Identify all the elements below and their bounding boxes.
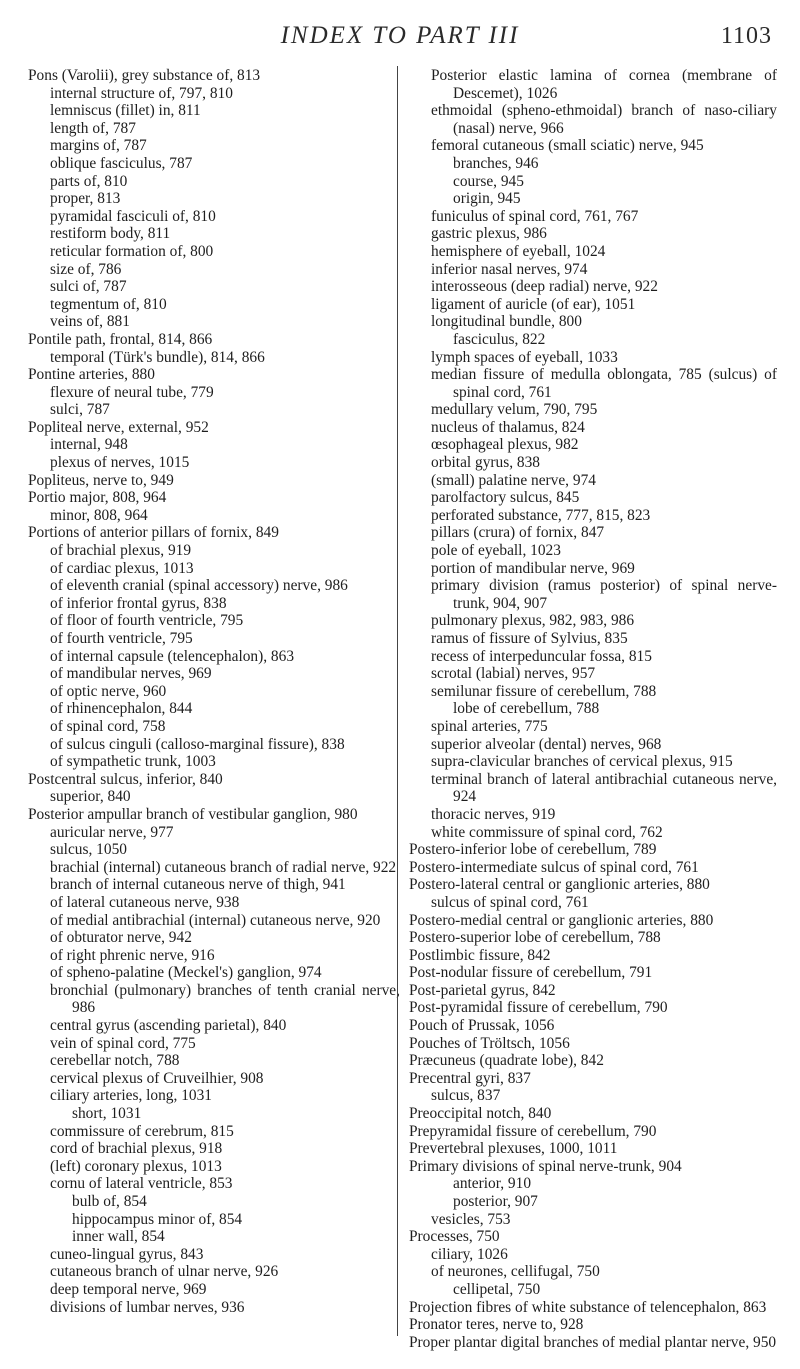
column-divider (397, 66, 398, 1336)
index-entry: longitudinal bundle, 800 (431, 313, 582, 331)
index-entry: internal, 948 (50, 436, 128, 454)
index-entry: ramus of fissure of Sylvius, 835 (431, 630, 628, 647)
index-entry: size of, 786 (50, 260, 122, 278)
index-entry: fasciculus, 822 (453, 330, 546, 348)
page-header (0, 20, 800, 60)
index-entry: internal structure of, 797, 810 (50, 84, 233, 102)
index-entry: recess of interpeduncular fossa, 815 (431, 647, 652, 665)
index-entry: vesicles, 753 (431, 1210, 511, 1228)
index-entry: auricular nerve, 977 (50, 823, 174, 841)
index-entry: of obturator nerve, 942 (50, 929, 192, 947)
index-entry: oblique fasciculus, 787 (50, 154, 193, 172)
index-entry: of sympathetic trunk, 1003 (50, 753, 216, 771)
index-entry: of floor of fourth ventricle, 795 (50, 612, 244, 630)
index-entry: Processes, 750 (409, 1228, 500, 1246)
index-entry: temporal (Türk's bundle), 814, 866 (50, 348, 265, 366)
index-entry: Pouches of Tröltsch, 1056 (409, 1034, 570, 1052)
index-entry: of lateral cutaneous nerve, 938 (50, 893, 240, 911)
index-entry: Projection fibres of white substance of telencephalon, 863 (409, 1298, 767, 1316)
index-entry: Popliteus, nerve to, 949 (28, 471, 174, 489)
index-entry: Popliteal nerve, external, 952 (28, 418, 209, 436)
index-entry: plexus of nerves, 1015 (50, 454, 190, 472)
index-entry: superior, 840 (50, 788, 131, 806)
index-entry: lemniscus (fillet) in, 811 (50, 102, 201, 120)
index-entry: perforated substance, 777, 815, 823 (431, 506, 651, 524)
index-entry: pillars (crura) of fornix, 847 (431, 524, 605, 542)
index-entry: of inferior frontal gyrus, 838 (50, 594, 227, 612)
index-entry: spinal arteries, 775 (431, 717, 548, 735)
index-entry: Postero-lateral central or ganglionic arteries, 880 (409, 876, 710, 894)
index-entry: Post-pyramidal fissure of cerebellum, 790 (409, 999, 668, 1017)
index-entry: ligament of auricle (of ear), 1051 (431, 295, 636, 313)
index-entry: median fissure of medulla oblongata, 785 (sulcus) of spinal cord, 761 (431, 366, 777, 401)
index-entry: interosseous (deep radial) nerve, 922 (431, 278, 658, 296)
index-entry: pyramidal fasciculi of, 810 (50, 207, 216, 225)
index-entry: scrotal (labial) nerves, 957 (431, 665, 596, 683)
index-entry: ciliary, 1026 (431, 1245, 508, 1263)
index-entry: branch of internal cutaneous nerve of thigh, 941 (50, 876, 346, 894)
index-entry: sulcus, 1050 (50, 841, 127, 859)
index-entry: divisions of lumbar nerves, 936 (50, 1298, 245, 1316)
index-entry: deep temporal nerve, 969 (50, 1280, 207, 1298)
index-entry: cellipetal, 750 (453, 1280, 541, 1298)
index-entry: Portions of anterior pillars of fornix, 849 (28, 524, 279, 542)
index-entry: central gyrus (ascending parietal), 840 (50, 1017, 287, 1035)
index-entry: hippocampus minor of, 854 (72, 1210, 243, 1228)
index-entry: Portio major, 808, 964 (28, 489, 167, 507)
index-entry: Postero-intermediate sulcus of spinal cord, 761 (409, 858, 699, 876)
index-entry: sulci of, 787 (50, 278, 127, 296)
index-entry: vein of spinal cord, 775 (50, 1034, 196, 1052)
index-entry: Primary divisions of spinal nerve-trunk, 904 (409, 1157, 682, 1175)
index-entry: Proper plantar digital branches of medial plantar nerve, 950 (409, 1333, 777, 1351)
index-entry: of spinal cord, 758 (50, 717, 166, 735)
index-entry: Posterior elastic lamina of cornea (membrane of Descemet), 1026 (431, 67, 777, 102)
index-entry: of eleventh cranial (spinal accessory) nerve, 986 (50, 577, 348, 595)
index-entry: anterior, 910 (453, 1175, 532, 1193)
index-entry: of optic nerve, 960 (50, 682, 167, 700)
index-entry: brachial (internal) cutaneous branch of radial nerve, 922 (50, 858, 397, 876)
index-entry: medullary velum, 790, 795 (431, 401, 598, 419)
index-entry: thoracic nerves, 919 (431, 805, 556, 823)
index-entry: Pouch of Prussak, 1056 (409, 1017, 555, 1035)
index-entry: proper, 813 (50, 190, 121, 208)
index-entry: portion of mandibular nerve, 969 (431, 559, 635, 577)
index-entry: white commissure of spinal cord, 762 (431, 823, 663, 841)
index-entry: Preoccipital notch, 840 (409, 1105, 552, 1123)
index-entry: of medial antibrachial (internal) cutaneous nerve, 920 (50, 911, 381, 929)
index-entry: course, 945 (453, 172, 524, 190)
index-entry: Posterior ampullar branch of vestibular ganglion, 980 (28, 805, 358, 823)
index-column-left (28, 67, 400, 1316)
index-entry: parts of, 810 (50, 172, 128, 190)
index-entry: orbital gyrus, 838 (431, 454, 541, 472)
index-entry: hemisphere of eyeball, 1024 (431, 242, 606, 260)
index-entry: inferior nasal nerves, 974 (431, 260, 588, 278)
index-entry: commissure of cerebrum, 815 (50, 1122, 234, 1140)
index-entry: Pontine arteries, 880 (28, 366, 155, 384)
index-entry: veins of, 881 (50, 313, 130, 331)
index-entry: cuneo-lingual gyrus, 843 (50, 1245, 204, 1263)
index-entry: lymph spaces of eyeball, 1033 (431, 348, 618, 366)
index-entry: cerebellar notch, 788 (50, 1052, 180, 1070)
index-entry: cutaneous branch of ulnar nerve, 926 (50, 1263, 279, 1281)
index-entry: Prepyramidal fissure of cerebellum, 790 (409, 1122, 657, 1140)
index-column-right (409, 67, 777, 1351)
index-entry: (left) coronary plexus, 1013 (50, 1157, 222, 1175)
index-entry: Postlimbic fissure, 842 (409, 946, 551, 964)
index-entry: of mandibular nerves, 969 (50, 665, 212, 683)
index-entry: gastric plexus, 986 (431, 225, 547, 243)
index-entry: sulci, 787 (50, 401, 110, 419)
index-entry: lobe of cerebellum, 788 (453, 700, 600, 718)
index-entry: Precentral gyri, 837 (409, 1069, 531, 1087)
index-entry: superior alveolar (dental) nerves, 968 (431, 735, 662, 753)
index-entry: of internal capsule (telencephalon), 863 (50, 647, 295, 665)
index-entry: inner wall, 854 (72, 1228, 165, 1246)
index-entry: branches, 946 (453, 154, 539, 172)
index-entry: short, 1031 (72, 1105, 142, 1123)
index-entry: reticular formation of, 800 (50, 242, 214, 260)
index-entry: cervical plexus of Cruveilhier, 908 (50, 1069, 264, 1087)
index-entry: bronchial (pulmonary) branches of tenth cranial nerve, 986 (50, 981, 400, 1017)
index-entry: length of, 787 (50, 119, 136, 137)
index-entry: restiform body, 811 (50, 225, 171, 243)
index-entry: of brachial plexus, 919 (50, 542, 192, 560)
index-entry: Postero-superior lobe of cerebellum, 788 (409, 929, 661, 947)
index-entry: posterior, 907 (453, 1193, 538, 1210)
running-title: INDEX TO PART III (280, 22, 520, 49)
index-entry: semilunar fissure of cerebellum, 788 (431, 682, 657, 700)
index-entry: of rhinencephalon, 844 (50, 700, 193, 718)
index-entry: of fourth ventricle, 795 (50, 630, 193, 647)
index-entry: funiculus of spinal cord, 761, 767 (431, 207, 639, 225)
index-entry: pulmonary plexus, 982, 983, 986 (431, 612, 635, 630)
index-entry: Postcentral sulcus, inferior, 840 (28, 770, 223, 788)
index-entry: ethmoidal (spheno-ethmoidal) branch of naso-ciliary (nasal) nerve, 966 (431, 102, 777, 137)
index-entry: nucleus of thalamus, 824 (431, 418, 585, 436)
index-entry: margins of, 787 (50, 137, 147, 155)
index-entry: femoral cutaneous (small sciatic) nerve, 945 (431, 137, 704, 155)
index-entry: Postero-medial central or ganglionic arteries, 880 (409, 911, 714, 929)
index-entry: Post-nodular fissure of cerebellum, 791 (409, 964, 653, 982)
index-entry: œsophageal plexus, 982 (431, 436, 579, 454)
index-entry: Præcuneus (quadrate lobe), 842 (409, 1052, 604, 1070)
index-entry: Prevertebral plexuses, 1000, 1011 (409, 1140, 618, 1158)
index-entry: (small) palatine nerve, 974 (431, 471, 596, 489)
index-entry: Pronator teres, nerve to, 928 (409, 1316, 584, 1334)
index-entry: parolfactory sulcus, 845 (431, 489, 580, 507)
index-entry: of sulcus cinguli (calloso-marginal fissure), 838 (50, 735, 345, 753)
index-entry: cornu of lateral ventricle, 853 (50, 1175, 233, 1193)
index-entry: bulb of, 854 (72, 1193, 147, 1210)
index-entry: Postero-inferior lobe of cerebellum, 789 (409, 841, 657, 859)
index-entry: ciliary arteries, long, 1031 (50, 1087, 212, 1105)
index-entry: sulcus, 837 (431, 1087, 501, 1105)
index-entry: of cardiac plexus, 1013 (50, 559, 194, 577)
index-entry: supra-clavicular branches of cervical plexus, 915 (431, 753, 733, 771)
index-entry: terminal branch of lateral antibrachial cutaneous nerve, 924 (431, 770, 777, 806)
index-entry: flexure of neural tube, 779 (50, 383, 214, 401)
index-entry: origin, 945 (453, 190, 521, 208)
index-entry: of spheno-palatine (Meckel's) ganglion, 974 (50, 964, 322, 982)
index-entry: tegmentum of, 810 (50, 295, 167, 313)
page-number: 1103 (720, 23, 772, 49)
index-entry: primary division (ramus posterior) of spinal nerve-trunk, 904, 907 (431, 577, 777, 612)
index-entry: Pontile path, frontal, 814, 866 (28, 330, 213, 348)
index-entry: Post-parietal gyrus, 842 (409, 981, 556, 999)
index-entry: Pons (Varolii), grey substance of, 813 (28, 67, 261, 84)
index-entry: of neurones, cellifugal, 750 (431, 1263, 600, 1281)
index-entry: pole of eyeball, 1023 (431, 542, 561, 560)
index-entry: cord of brachial plexus, 918 (50, 1140, 223, 1158)
index-entry: of right phrenic nerve, 916 (50, 946, 215, 964)
index-entry: sulcus of spinal cord, 761 (431, 893, 589, 911)
index-entry: minor, 808, 964 (50, 506, 148, 524)
